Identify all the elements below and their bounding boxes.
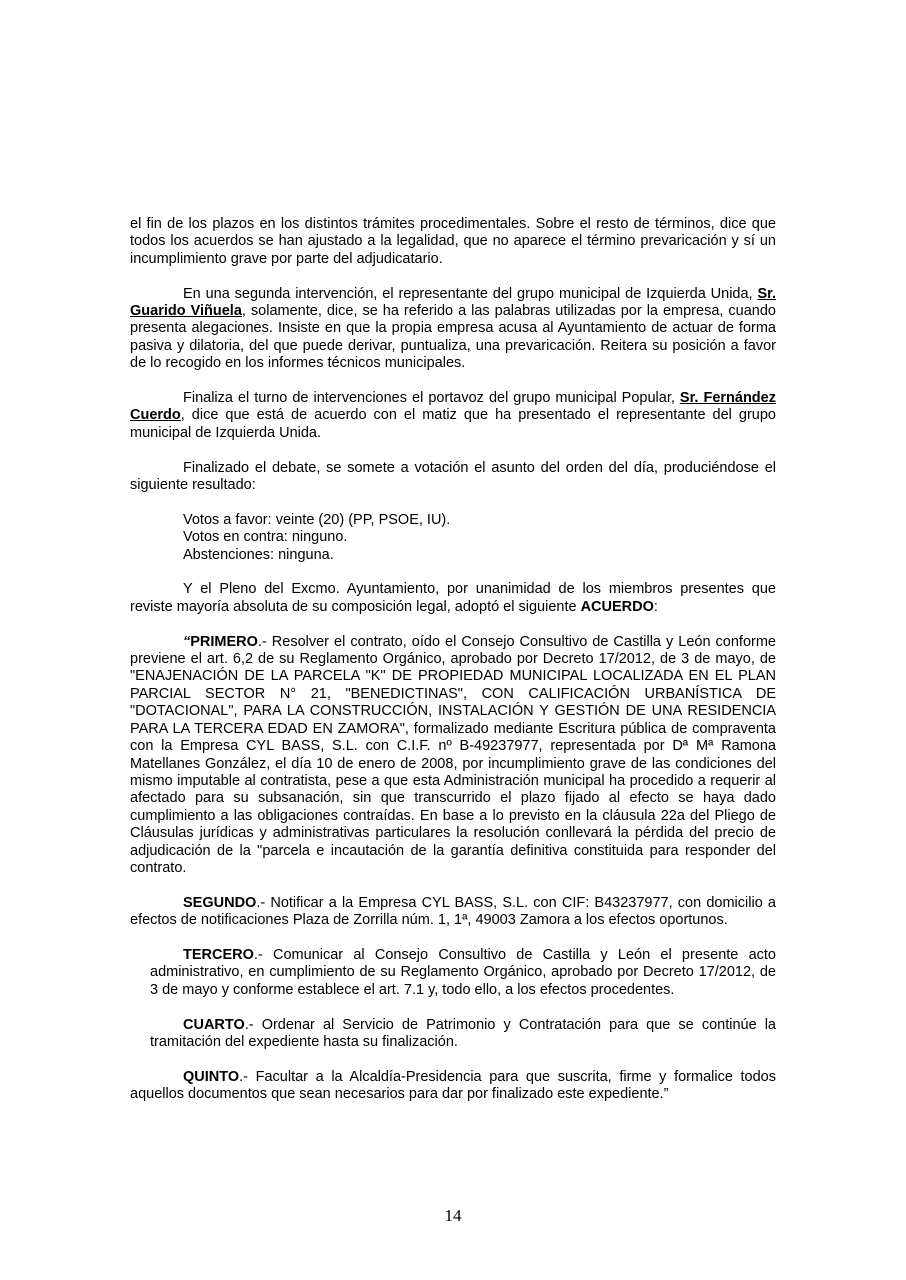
paragraph-vote-intro: Finalizado el debate, se somete a votación el asunto del orden del día, produciéndose el siguiente resultado: bbox=[130, 459, 776, 494]
resolution-primero bbox=[130, 634, 776, 878]
resolution-label: TERCERO bbox=[183, 946, 254, 963]
resolution-label: PRIMERO bbox=[190, 633, 258, 650]
vote-results bbox=[130, 512, 776, 564]
vote-line-abstenciones: Abstenciones: ninguna. bbox=[183, 546, 334, 563]
paragraph-text: En una segunda intervención, el representante del grupo municipal de Izquierda Unida, bbox=[183, 285, 758, 302]
document-body bbox=[130, 216, 776, 1104]
resolution-segundo bbox=[130, 895, 776, 930]
resolution-label: CUARTO bbox=[183, 1016, 245, 1033]
open-quote: “ bbox=[183, 633, 191, 650]
paragraph-text: Finaliza el turno de intervenciones el portavoz del grupo municipal Popular, bbox=[183, 390, 680, 407]
acuerdo-label: ACUERDO bbox=[580, 598, 654, 615]
resolution-cuarto bbox=[130, 1017, 776, 1052]
paragraph-text: : bbox=[653, 598, 658, 615]
paragraph-text: , dice que está de acuerdo con el matiz que ha presentado el representante del grupo municipal de Izquierda Unida. bbox=[130, 407, 776, 441]
resolution-text: .- Resolver el contrato, oído el Consejo Consultivo de Castilla y León conforme previene el art. 6,2 de su Reglamento Orgánico, aprobado por Decreto 17/2012, de 3 de mayo, de "ENAJENACIÓN DE LA PARCELA "K" DE PROPIEDAD MUNICIPAL LOCALIZADA EN EL PLAN PARCIAL SECTOR N° 21, "BENEDICTINAS", CON CALIFICACIÓN URBANÍSTICA DE "DOTACIONAL", PARA LA CONSTRUCCIÓN, INSTALACIÓN Y GESTIÓN DE UNA RESIDENCIA PARA LA TERCERA EDAD EN ZAMORA", formalizado mediante Escritura pública de compraventa con la Empresa CYL BASS, S.L. con C.I.F. nº B-49237977, representada por Dª Mª Ramona Matellanes González, el día 10 de enero de 2008, por incumplimiento grave de las condiciones del mismo imputable al contratista, pese a que esta Administración municipal ha procedido a requerir al afectado para su subsanación, sin que transcurrido el plazo fijado al efecto se haya dado cumplimiento a las obligaciones contraídas. En base a lo previsto en la cláusula 22a del Pliego de Cláusulas jurídicas y administrativas particulares la resolución conllevará la pérdida del precio de adjudicación de la "parcela e incautación de la garantía definitiva constituida para responder del contrato. bbox=[130, 633, 776, 876]
resolution-quinto bbox=[130, 1069, 776, 1104]
paragraph-guarido bbox=[130, 286, 776, 373]
resolution-text: .- Ordenar al Servicio de Patrimonio y Contratación para que se continúe la tramitación del expediente hasta su finalización. bbox=[150, 1016, 776, 1050]
resolution-label: QUINTO bbox=[183, 1068, 240, 1085]
resolution-label: SEGUNDO bbox=[183, 894, 257, 911]
resolution-text: .- Facultar a la Alcaldía-Presidencia para que suscrita, firme y formalice todos aquellos documentos que sean necesarios para dar por finalizado este expediente.” bbox=[130, 1068, 776, 1103]
paragraph-text: , solamente, dice, se ha referido a las palabras utilizadas por la empresa, cuando presenta alegaciones. Insiste en que la propia empresa acusa al Ayuntamiento de actuar de forma pasiva y dilatoria, del que puede derivar, puntualiza, una prevaricación. Reitera su posición a favor de lo recogido en los informes técnicos municipales. bbox=[130, 303, 776, 372]
resolution-text: .- Notificar a la Empresa CYL BASS, S.L. con CIF: B43237977, con domicilio a efectos de notificaciones Plaza de Zorrilla núm. 1, 1ª, 49003 Zamora a los efectos oportunos. bbox=[130, 894, 776, 929]
vote-line-favor: Votos a favor: veinte (20) (PP, PSOE, IU). bbox=[183, 511, 451, 528]
resolution-tercero bbox=[130, 947, 776, 999]
vote-line-contra: Votos en contra: ninguno. bbox=[183, 529, 348, 546]
speaker-name: Sr. Fernández Cuerdo bbox=[130, 390, 776, 424]
paragraph-fernandez bbox=[130, 390, 776, 442]
paragraph-acuerdo bbox=[130, 581, 776, 616]
speaker-name: Sr. Guarido Viñuela bbox=[130, 285, 776, 320]
paragraph-intro: el fin de los plazos en los distintos trámites procedimentales. Sobre el resto de términos, dice que todos los acuerdos se han ajustado a la legalidad, que no aparece el término prevaricación y sí un incumplimiento grave por parte del adjudicatario. bbox=[130, 216, 776, 267]
resolution-text: .- Comunicar al Consejo Consultivo de Castilla y León el presente acto administrativo, en cumplimiento de su Reglamento Orgánico, aprobado por Decreto 17/2012, de 3 de mayo y conforme establece el art. 7.1 y, todo ello, a los efectos procedentes. bbox=[150, 946, 776, 998]
paragraph-text: Y el Pleno del Excmo. Ayuntamiento, por unanimidad de los miembros presentes que reviste mayoría absoluta de su composición legal, adoptó el siguiente bbox=[130, 581, 776, 615]
page-number: 14 bbox=[444, 1206, 462, 1225]
